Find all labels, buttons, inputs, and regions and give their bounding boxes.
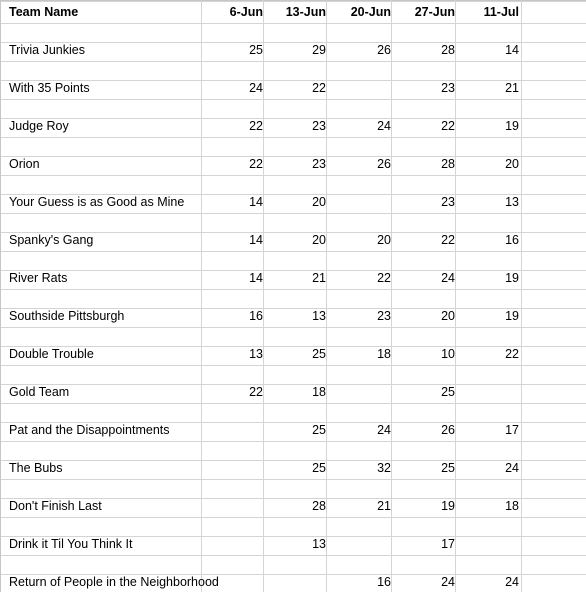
score-cell[interactable]: 23 xyxy=(312,157,326,171)
team-name-cell[interactable]: With 35 Points xyxy=(9,81,90,95)
score-cell[interactable]: 10 xyxy=(441,347,455,361)
score-cell[interactable]: 19 xyxy=(505,119,519,133)
team-name-cell[interactable]: Return of People in the Neighborhood xyxy=(9,575,219,589)
score-cell[interactable]: 20 xyxy=(441,309,455,323)
score-cell[interactable]: 17 xyxy=(505,423,519,437)
score-cell[interactable]: 24 xyxy=(249,81,263,95)
score-cell[interactable]: 22 xyxy=(441,233,455,247)
table-row xyxy=(0,231,586,250)
score-cell[interactable]: 24 xyxy=(441,575,455,589)
table-row xyxy=(0,459,586,478)
table-row xyxy=(0,269,586,288)
header-team-name[interactable]: Team Name xyxy=(9,5,79,19)
score-cell[interactable]: 25 xyxy=(441,461,455,475)
score-cell[interactable]: 21 xyxy=(312,271,326,285)
team-name-cell[interactable]: Drink it Til You Think It xyxy=(9,537,133,551)
score-cell[interactable] xyxy=(202,421,263,440)
table-row xyxy=(0,117,586,136)
score-cell[interactable]: 20 xyxy=(377,233,391,247)
score-cell[interactable]: 25 xyxy=(312,347,326,361)
score-cell[interactable]: 22 xyxy=(441,119,455,133)
score-cell[interactable] xyxy=(327,193,391,212)
score-cell[interactable]: 23 xyxy=(441,81,455,95)
score-cell[interactable]: 16 xyxy=(249,309,263,323)
score-cell[interactable]: 14 xyxy=(249,233,263,247)
score-cell[interactable]: 16 xyxy=(377,575,391,589)
score-cell[interactable] xyxy=(202,573,263,592)
score-cell[interactable]: 26 xyxy=(377,43,391,57)
team-name-cell[interactable]: Double Trouble xyxy=(9,347,94,361)
score-cell[interactable]: 28 xyxy=(441,157,455,171)
table-row xyxy=(0,41,586,60)
team-name-cell[interactable]: Don't Finish Last xyxy=(9,499,102,513)
score-cell[interactable] xyxy=(456,383,519,402)
score-cell[interactable]: 23 xyxy=(312,119,326,133)
header-date[interactable]: 20-Jun xyxy=(350,5,391,19)
header-date[interactable]: 27-Jun xyxy=(414,5,455,19)
team-name-cell[interactable]: Spanky's Gang xyxy=(9,233,94,247)
score-cell[interactable]: 14 xyxy=(505,43,519,57)
table-row xyxy=(0,497,586,516)
header-row xyxy=(0,3,586,22)
score-cell[interactable]: 19 xyxy=(505,309,519,323)
score-cell[interactable] xyxy=(202,459,263,478)
header-date[interactable]: 11-Jul xyxy=(483,5,519,19)
score-cell[interactable] xyxy=(202,535,263,554)
score-cell[interactable]: 22 xyxy=(312,81,326,95)
score-cell[interactable]: 28 xyxy=(312,499,326,513)
header-date[interactable]: 6-Jun xyxy=(229,5,263,19)
score-cell[interactable] xyxy=(327,79,391,98)
table-row xyxy=(0,193,586,212)
score-cell[interactable]: 21 xyxy=(377,499,391,513)
header-date[interactable]: 13-Jun xyxy=(285,5,326,19)
score-cell[interactable] xyxy=(264,573,326,592)
score-cell[interactable]: 24 xyxy=(441,271,455,285)
score-cell[interactable]: 17 xyxy=(441,537,455,551)
score-cell[interactable] xyxy=(202,497,263,516)
score-cell[interactable]: 22 xyxy=(377,271,391,285)
score-cell[interactable]: 29 xyxy=(312,43,326,57)
table-row xyxy=(0,155,586,174)
score-cell[interactable]: 14 xyxy=(249,195,263,209)
table-row xyxy=(0,79,586,98)
score-cell[interactable]: 22 xyxy=(505,347,519,361)
team-name-cell[interactable]: Southside Pittsburgh xyxy=(9,309,125,323)
score-cell[interactable]: 13 xyxy=(312,537,326,551)
table-row xyxy=(0,307,586,326)
score-cell[interactable]: 25 xyxy=(312,423,326,437)
score-cell[interactable]: 19 xyxy=(505,271,519,285)
score-cell[interactable]: 13 xyxy=(249,347,263,361)
score-cell[interactable]: 25 xyxy=(312,461,326,475)
table-row xyxy=(0,345,586,364)
score-cell[interactable]: 13 xyxy=(505,195,519,209)
table-row xyxy=(0,383,586,402)
score-cell[interactable]: 16 xyxy=(505,233,519,247)
table-row xyxy=(0,573,586,592)
score-cell[interactable]: 24 xyxy=(505,461,519,475)
score-cell[interactable]: 24 xyxy=(377,423,391,437)
score-cell[interactable]: 23 xyxy=(377,309,391,323)
score-cell[interactable]: 25 xyxy=(249,43,263,57)
score-cell[interactable]: 24 xyxy=(505,575,519,589)
grid-top-border xyxy=(0,0,586,1)
score-cell[interactable]: 19 xyxy=(441,499,455,513)
score-cell[interactable]: 20 xyxy=(505,157,519,171)
score-cell[interactable]: 20 xyxy=(312,233,326,247)
team-name-cell[interactable]: Judge Roy xyxy=(9,119,69,133)
team-name-cell[interactable]: Trivia Junkies xyxy=(9,43,85,57)
score-cell[interactable]: 22 xyxy=(249,385,263,399)
table-row xyxy=(0,421,586,440)
team-name-cell[interactable]: Gold Team xyxy=(9,385,70,399)
score-cell[interactable]: 26 xyxy=(441,423,455,437)
score-cell[interactable]: 20 xyxy=(312,195,326,209)
team-name-cell[interactable]: The Bubs xyxy=(9,461,63,475)
team-name-cell[interactable]: Pat and the Disappointments xyxy=(9,423,170,437)
score-cell[interactable]: 21 xyxy=(505,81,519,95)
score-cell[interactable]: 14 xyxy=(249,271,263,285)
team-name-cell[interactable]: Orion xyxy=(9,157,40,171)
score-cell[interactable]: 18 xyxy=(377,347,391,361)
team-name-cell[interactable]: Your Guess is as Good as Mine xyxy=(9,195,185,209)
score-cell[interactable]: 22 xyxy=(249,157,263,171)
score-cell[interactable] xyxy=(456,535,519,554)
score-cell[interactable]: 22 xyxy=(249,119,263,133)
score-cell[interactable] xyxy=(327,535,391,554)
score-cell[interactable]: 26 xyxy=(377,157,391,171)
score-cell[interactable]: 28 xyxy=(441,43,455,57)
score-cell[interactable]: 13 xyxy=(312,309,326,323)
score-cell[interactable] xyxy=(327,383,391,402)
score-cell[interactable]: 23 xyxy=(441,195,455,209)
score-cell[interactable]: 18 xyxy=(505,499,519,513)
score-cell[interactable]: 18 xyxy=(312,385,326,399)
team-name-cell[interactable]: River Rats xyxy=(9,271,68,285)
score-cell[interactable]: 32 xyxy=(377,461,391,475)
score-cell[interactable]: 24 xyxy=(377,119,391,133)
table-row xyxy=(0,535,586,554)
score-cell[interactable]: 25 xyxy=(441,385,455,399)
